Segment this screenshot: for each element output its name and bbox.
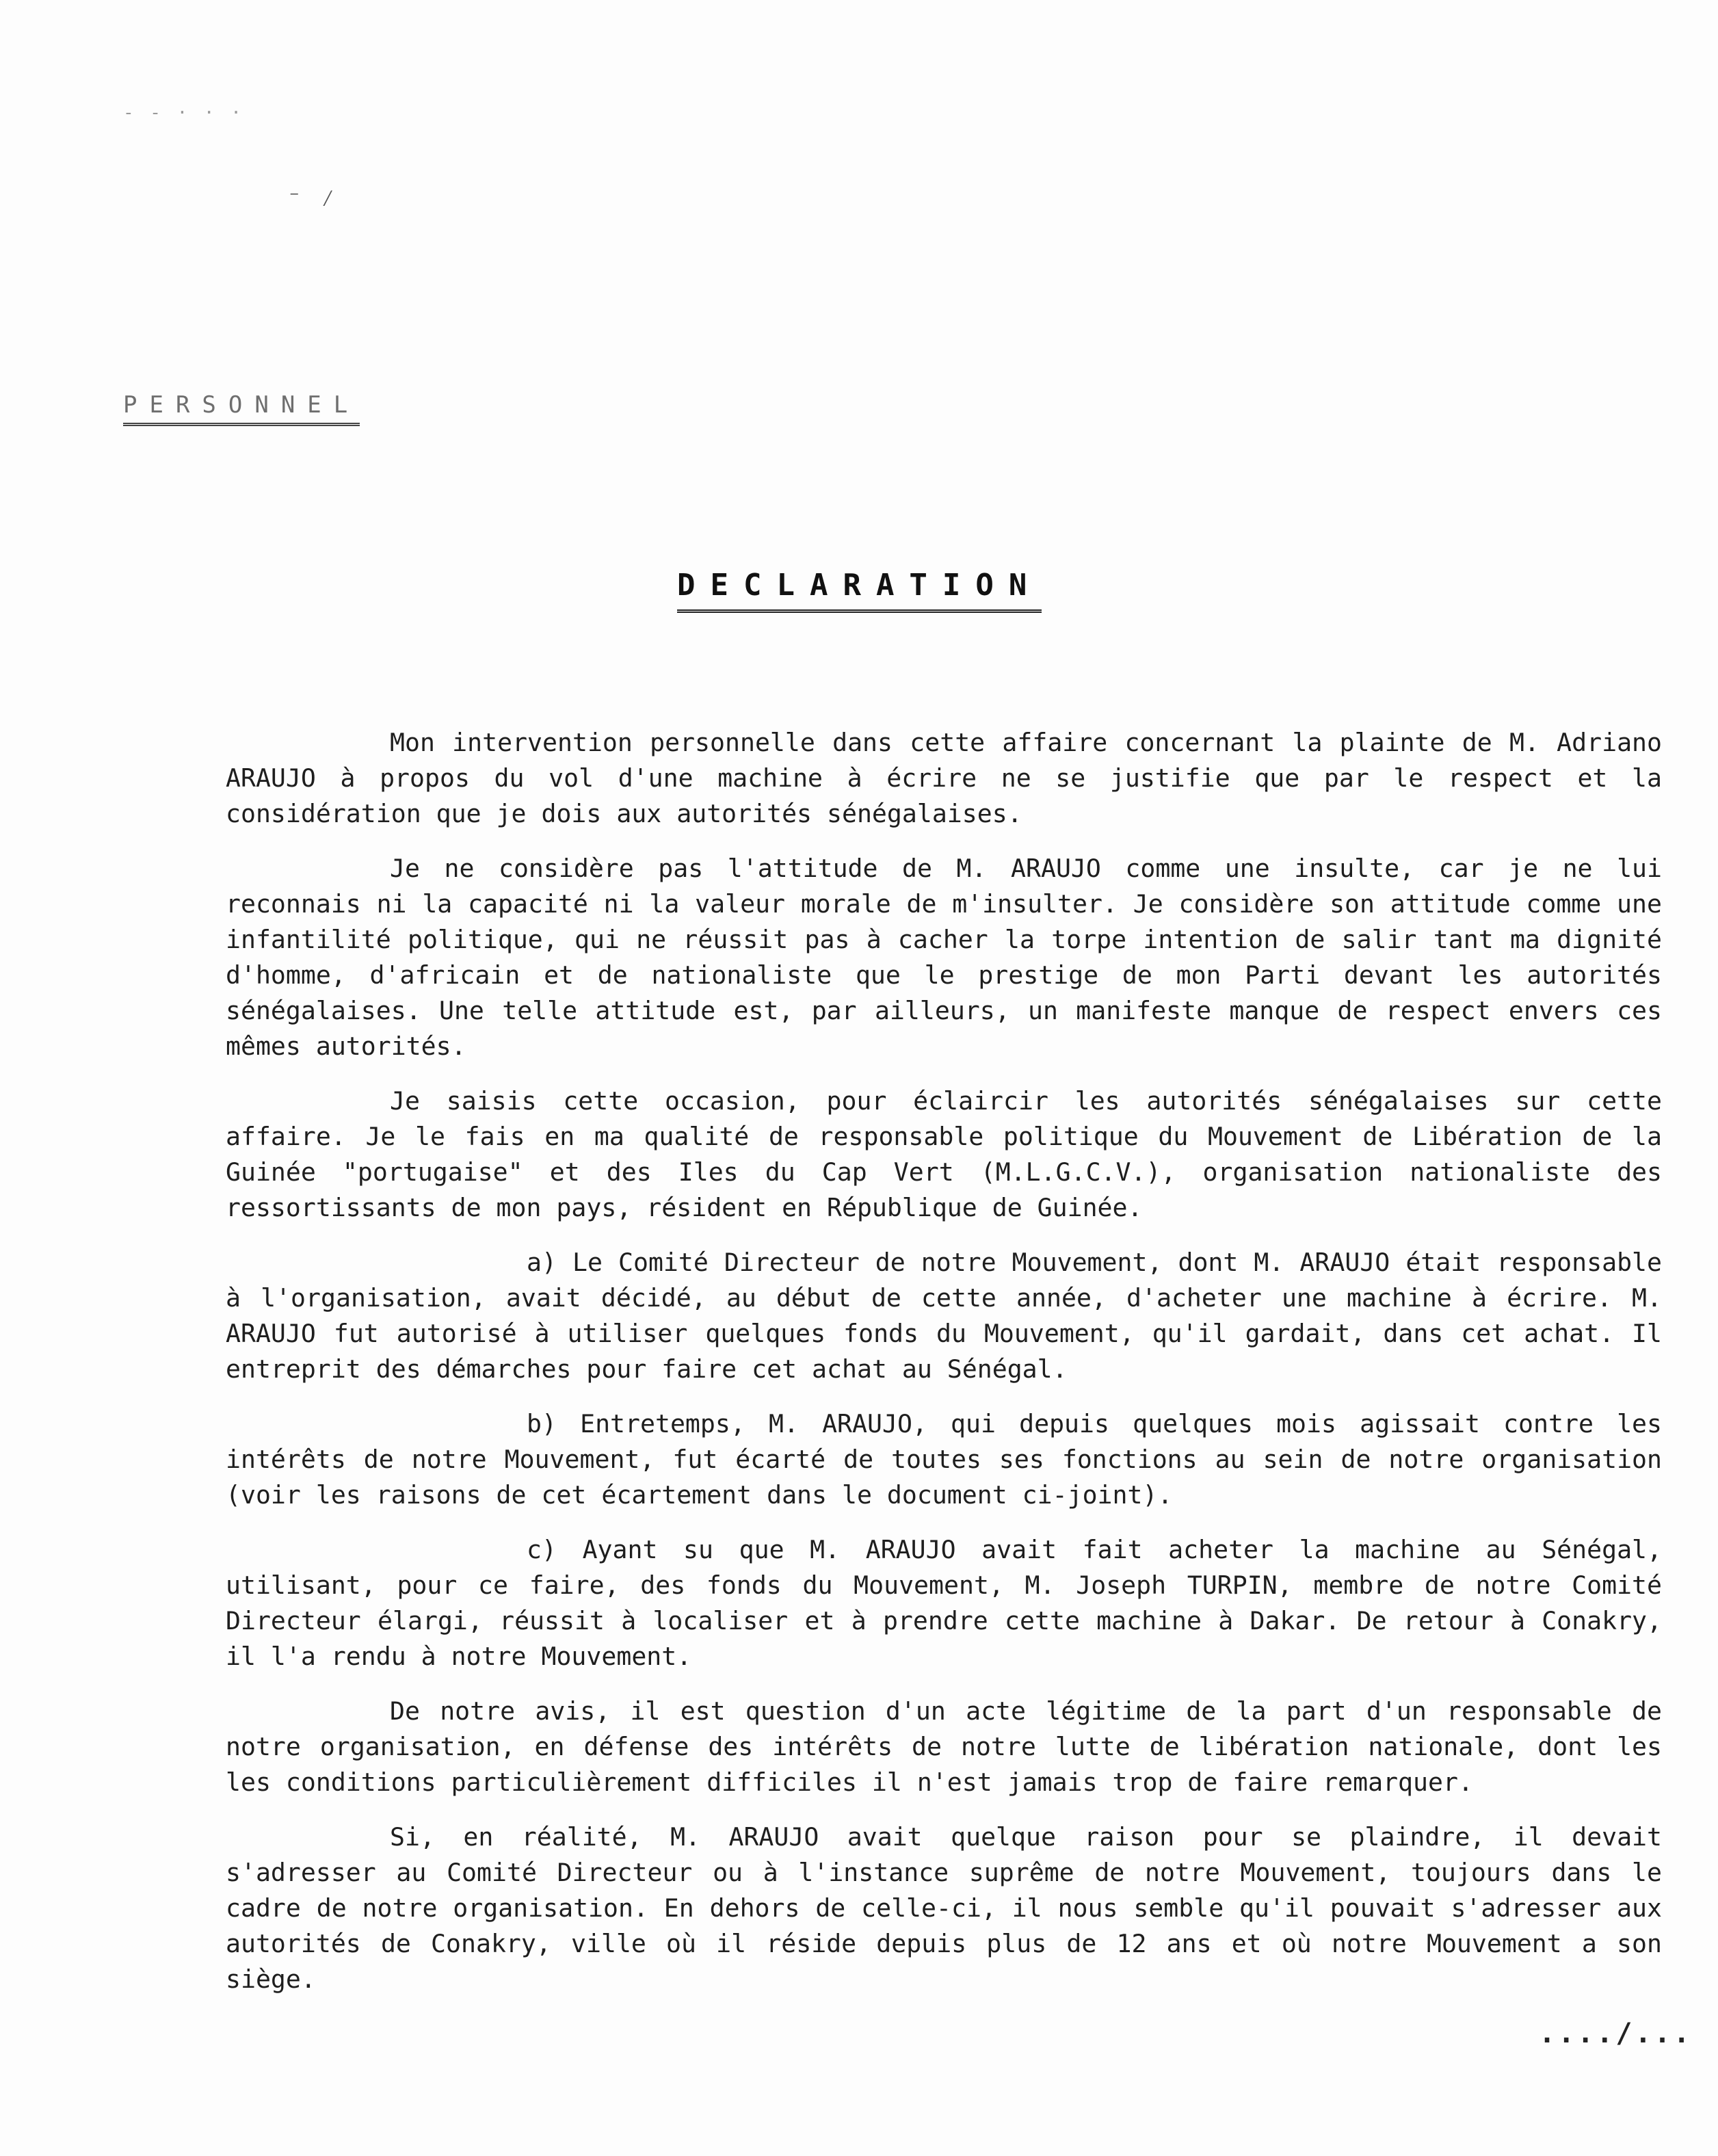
document-title: DECLARATION bbox=[677, 568, 1042, 613]
paragraph-item-a: a) Le Comité Directeur de notre Mouvement, dont M. ARAUJO était responsable à l'organisation, avait décidé, au début de cette année, d'acheter une machine à écrire. M. ARAUJO fut autorisé à utiliser quelques fonds du Mouvement, qu'il gardait, dans cet achat. Il entreprit des démarches pour faire cet achat au Sénégal. bbox=[226, 1248, 1662, 1384]
scan-marks: - - · · · bbox=[123, 103, 244, 123]
paragraph-opinion: De notre avis, il est question d'un acte légitime de la part d'un responsable de notre organisation, en défense des intérêts de notre lutte de libération nationale, dont les les conditions particulièrement difficiles il n'est jamais trop de faire remarquer. bbox=[226, 1696, 1662, 1797]
paragraph-complaint: Si, en réalité, M. ARAUJO avait quelque raison pour se plaindre, il devait s'adresser au Comité Directeur ou à l'instance suprême de notre Mouvement, toujours dans le cadre de notre organisation. En dehors de celle-ci, il nous semble qu'il pouvait s'adresser aux autorités de Conakry, ville où il réside depuis plus de 12 ans et où notre Mouvement a son siège. bbox=[226, 1822, 1662, 1994]
paragraph-item-b: b) Entretemps, M. ARAUJO, qui depuis quelques mois agissait contre les intérêts de notre Mouvement, fut écarté de toutes ses fonctions au sein de notre organisation (voir les raisons de cet écartement dans le document ci-joint). bbox=[226, 1409, 1662, 1510]
paragraph-item-c: c) Ayant su que M. ARAUJO avait fait acheter la machine au Sénégal, utilisant, pour ce faire, des fonds du Mouvement, M. Joseph TURPIN, membre de notre Comité Directeur élargi, réussit à localiser et à prendre cette machine à Dakar. De retour à Conakry, il l'a rendu à notre Mouvement. bbox=[226, 1535, 1662, 1671]
continuation-mark: ..../... bbox=[1539, 2018, 1693, 2049]
paragraph-attitude: Je ne considère pas l'attitude de M. ARAUJO comme une insulte, car je ne lui reconnais ni la capacité ni la valeur morale de m'insulter. Je considère son attitude comme une infantilité politique, qui ne réussit pas à cacher la torpe intention de salir tant ma dignité d'homme, d'africain et de nationaliste que le prestige de mon Parti devant les autorités sénégalaises. Une telle attitude est, par ailleurs, un manifeste manque de respect envers ces mêmes autorités. bbox=[226, 854, 1662, 1061]
document-body bbox=[226, 725, 1662, 2016]
personnel-stamp: PERSONNEL bbox=[123, 391, 360, 426]
scan-mark-small: ⁻ ⁄ bbox=[287, 185, 338, 212]
paragraph-intro: Mon intervention personnelle dans cette affaire concernant la plainte de M. Adriano ARAUJO à propos du vol d'une machine à écrire ne se justifie que par le respect et la considération que je dois aux autorités sénégalaises. bbox=[226, 728, 1662, 828]
paragraph-clarification: Je saisis cette occasion, pour éclaircir les autorités sénégalaises sur cette affaire. Je le fais en ma qualité de responsable politique du Mouvement de Libération de la Guinée "portugaise" et des Iles du Cap Vert (M.L.G.C.V.), organisation nationaliste des ressortissants de mon pays, résident en République de Guinée. bbox=[226, 1086, 1662, 1222]
